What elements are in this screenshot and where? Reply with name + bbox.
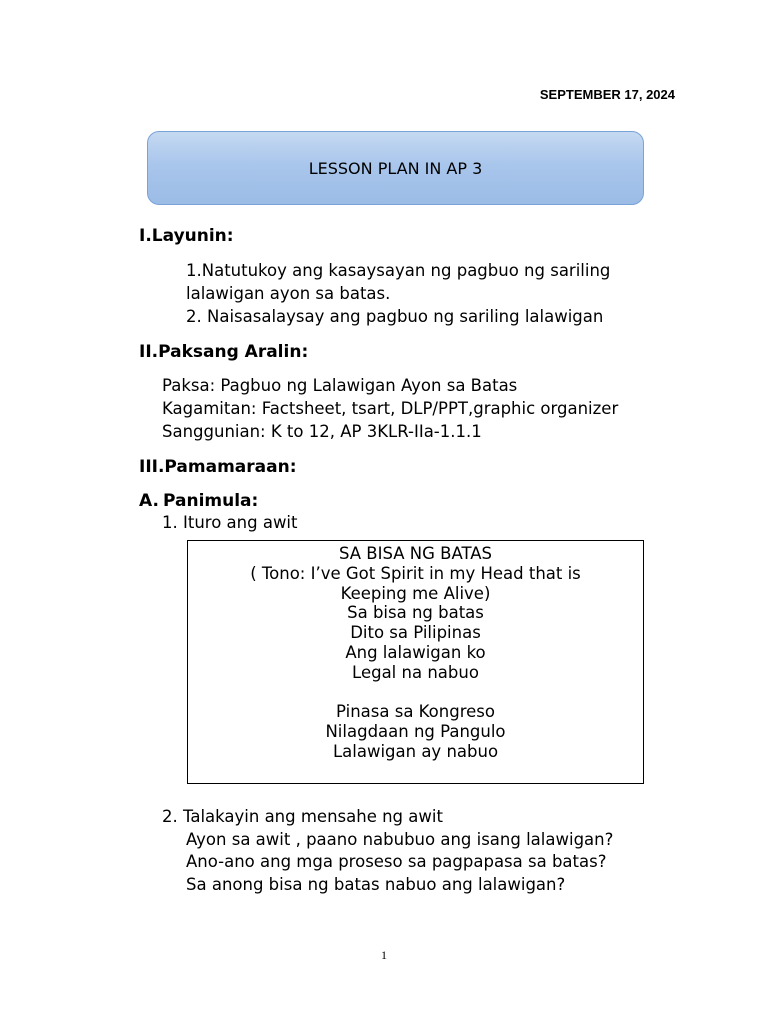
section-heading-layunin: I.Layunin: xyxy=(139,226,234,246)
song-lyric-line: Pinasa sa Kongreso xyxy=(336,702,495,722)
subsection-letter-a: A. xyxy=(139,491,159,511)
song-lyric-line: Dito sa Pilipinas xyxy=(350,623,481,643)
subsection-heading-panimula: Panimula: xyxy=(163,491,259,511)
document-date: SEPTEMBER 17, 2024 xyxy=(539,87,675,102)
song-stanza-break xyxy=(188,683,643,703)
lesson-title-banner xyxy=(147,131,644,205)
song-lyrics-box xyxy=(187,540,644,784)
song-title: SA BISA NG BATAS xyxy=(338,544,493,563)
song-lyric-line: Legal na nabuo xyxy=(352,662,479,682)
song-lyric-line: Nilagdaan ng Pangulo xyxy=(325,722,506,742)
section-heading-paksang-aralin: II.Paksang Aralin: xyxy=(139,342,309,362)
subject-matter-line-1: Paksa: Pagbuo ng Lalawigan Ayon sa Batas xyxy=(162,376,518,395)
song-lyric-line: Sa bisa ng batas xyxy=(347,603,484,623)
page-number: 1 xyxy=(381,948,387,962)
discussion-question-3: Sa anong bisa ng batas nabuo ang lalawigan? xyxy=(186,875,566,894)
step-1-text: 1. Ituro ang awit xyxy=(162,513,298,532)
song-tune-line-2: Keeping me Alive) xyxy=(340,583,491,603)
subject-matter-line-3: Sanggunian: K to 12, AP 3KLR-IIa-1.1.1 xyxy=(162,422,482,441)
objective-line-3: 2. Naisasalaysay ang pagbuo ng sariling lalawigan xyxy=(186,307,604,326)
song-lyric-line: Lalawigan ay nabuo xyxy=(332,741,499,761)
subject-matter-line-2: Kagamitan: Factsheet, tsart, DLP/PPT,graphic organizer xyxy=(162,399,619,418)
song-tune-line-1: ( Tono: I’ve Got Spirit in my Head that is xyxy=(250,563,581,583)
step-2-text: 2. Talakayin ang mensahe ng awit xyxy=(162,807,443,826)
discussion-question-1: Ayon sa awit , paano nabubuo ang isang lalawigan? xyxy=(186,830,614,849)
lesson-title: LESSON PLAN IN AP 3 xyxy=(308,158,483,178)
song-lyric-line: Ang lalawigan ko xyxy=(345,642,486,662)
section-heading-pamamaraan: III.Pamamaraan: xyxy=(139,457,297,477)
objective-line-1: 1.Natutukoy ang kasaysayan ng pagbuo ng sariling xyxy=(186,261,611,280)
discussion-question-2: Ano-ano ang mga proseso sa pagpapasa sa batas? xyxy=(186,852,607,871)
objective-line-2: lalawigan ayon sa batas. xyxy=(186,284,391,303)
